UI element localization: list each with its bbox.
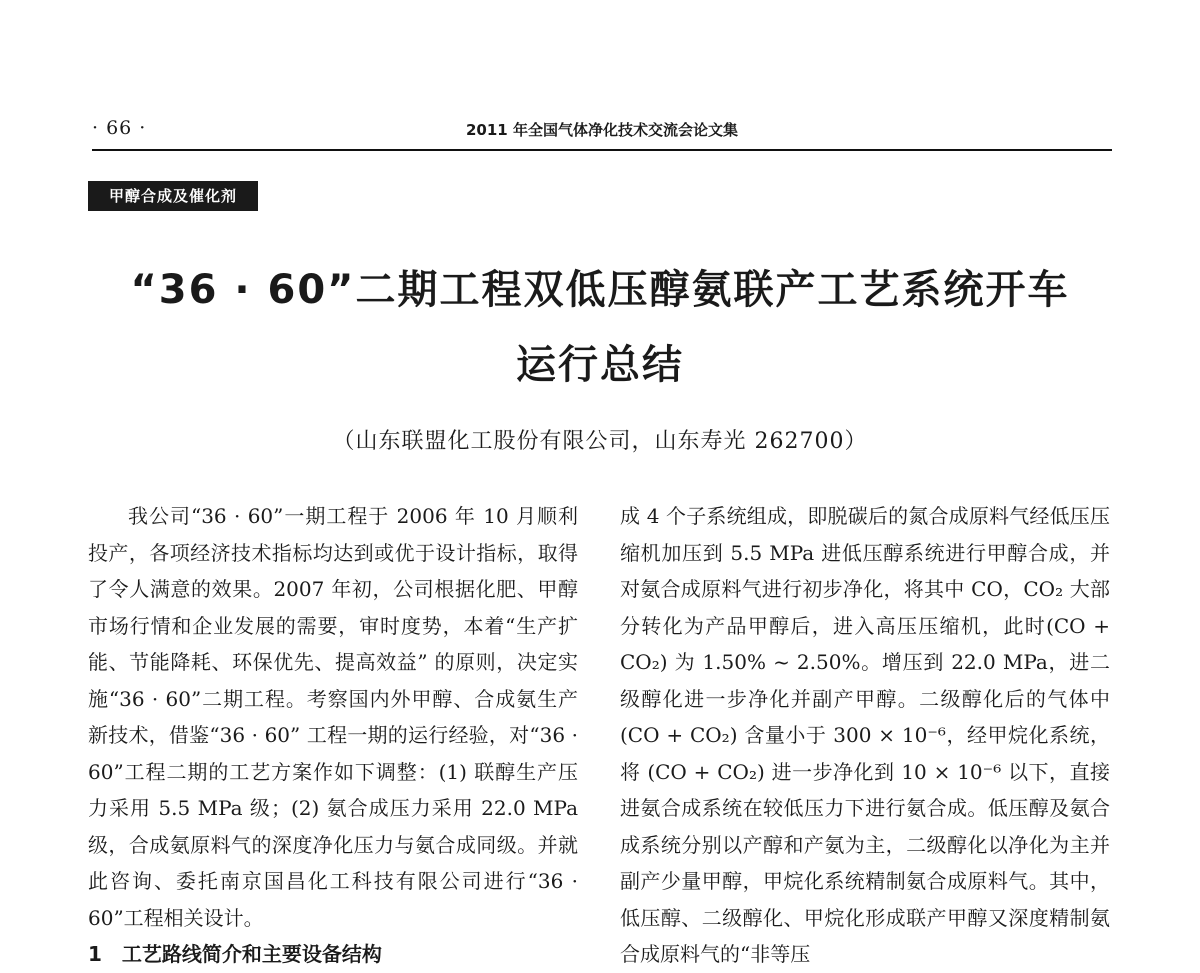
paper-title-line-2: 运行总结 — [516, 342, 684, 388]
section-tag: 甲醇合成及催化剂 — [88, 181, 258, 211]
section-heading: 1 工艺路线简介和主要设备结构 — [88, 942, 382, 966]
paper-title-line-1: “36 · 60”二期工程双低压醇氨联产工艺系统开车 — [130, 267, 1070, 313]
running-head — [92, 117, 1112, 145]
author-affiliation: （山东联盟化工股份有限公司，山东寿光 262700） — [332, 429, 868, 454]
left-column — [88, 498, 578, 973]
body-paragraph: 成 4 个子系统组成，即脱碳后的氮合成原料气经低压压缩机加压到 5.5 MPa 进低压醇系统进行甲醇合成，并对氨合成原料气进行初步净化，将其中 CO，CO₂ 大部分转化为产品甲醇后，进入高压压缩机，此时(CO + CO₂) 为 1.50% ~ 2.50%。增压到 22.0 MPa，进二级醇化进一步净化并副产甲醇。二级醇化后的气体中 (CO + CO₂) 含量小于 300 × 10⁻⁶，经甲烷化系统，将 (CO + CO₂) 进一步净化到 10 × 10⁻⁶ 以下，直接进氨合成系统在较低压力下进行氨合成。低压醇及氨合成系统分别以产醇和产氨为主，二级醇化以净化为主并副产少量甲醇，甲烷化系统精制氨合成原料气。其中，低压醇、二级醇化、甲烷化形成联产甲醇又深度精制氨合成原料气的“非等压 — [620, 504, 1110, 966]
journal-title: 2011 年全国气体净化技术交流会论文集 — [466, 121, 738, 139]
intro-paragraph: 我公司“36 · 60”一期工程于 2006 年 10 月顺利投产，各项经济技术指标均达到或优于设计指标，取得了令人满意的效果。2007 年初，公司根据化肥、甲醇市场行情和企业发展的需要，审时度势，本着“生产扩能、节能降耗、环保优先、提高效益” 的原则，决定实施“36 · 60”二期工程。考察国内外甲醇、合成氨生产新技术，借鉴“36 · 60” 工程一期的运行经验，对“36 · 60”工程二期的工艺方案作如下调整：(1) 联醇生产压力采用 5.5 MPa 级；(2) 氨合成压力采用 22.0 MPa 级，合成氨原料气的深度净化压力与氨合成同级。并就此咨询、委托南京国昌化工科技有限公司进行“36 · 60”工程相关设计。 — [88, 504, 578, 930]
header-rule — [92, 149, 1112, 151]
page-number: · 66 · — [92, 117, 147, 139]
right-column — [620, 498, 1110, 973]
